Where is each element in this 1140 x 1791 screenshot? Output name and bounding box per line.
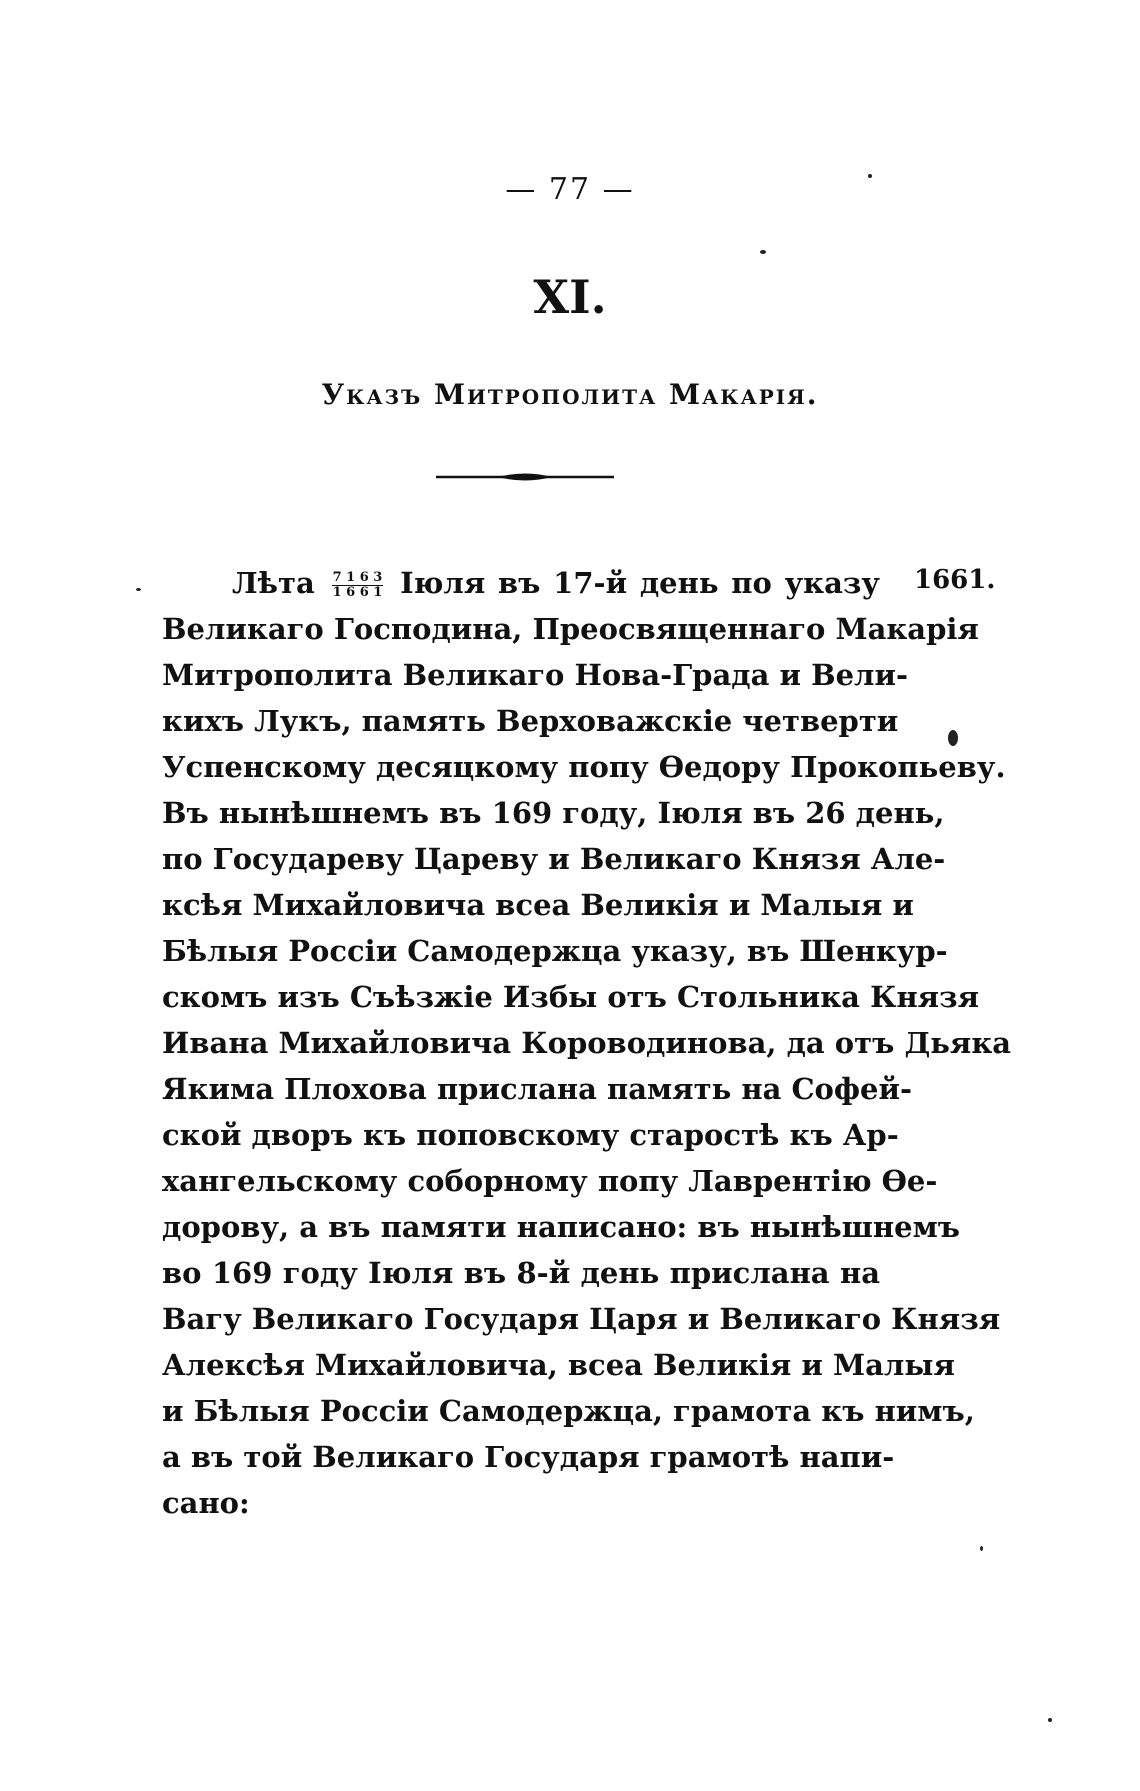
body-line: Ивана Михайловича Короводинова, да отъ Дьяка [162, 1026, 1012, 1060]
body-line: по Государеву Цареву и Великаго Князя Але- [162, 842, 946, 876]
page-number: — 77 — [505, 172, 635, 207]
body-line: Алексѣя Михайловича, всеа Великія и Малыя [162, 1348, 955, 1382]
body-line: а въ той Великаго Государя грамотѣ напи- [162, 1440, 895, 1474]
body-line-end: Іюля въ 17-й день по указу [400, 566, 880, 600]
scan-speck [868, 174, 872, 178]
body-line: Въ нынѣшнемъ въ 169 году, Іюля въ 26 день, [162, 796, 945, 830]
body-line: и Бѣлыя Россіи Самодержца, грамота къ нимъ, [162, 1394, 975, 1428]
body-line: Вагу Великаго Государя Царя и Великаго Князя [162, 1302, 1001, 1336]
body-line: дорову, а въ памяти написано: въ нынѣшнемъ [162, 1210, 961, 1244]
date-fraction [332, 571, 384, 600]
body-line [162, 560, 880, 606]
body-line: Митрополита Великаго Нова-Града и Вели- [162, 658, 909, 692]
section-numeral: XI. [533, 270, 607, 324]
scan-speck [1048, 1718, 1052, 1722]
margin-year: 1661. [914, 565, 996, 595]
body-line: ской дворъ къ поповскому старостѣ къ Ар- [162, 1118, 899, 1152]
body-line: ксѣя Михайловича всеа Великія и Малыя и [162, 888, 914, 922]
scan-speck [136, 588, 141, 591]
body-line: скомъ изъ Съѣзжіе Избы отъ Стольника Князя [162, 980, 980, 1014]
body-line: кихъ Лукъ, память Верховажскіе четверти [162, 704, 899, 738]
body-line: Успенскому десяцкому попу Ѳедору Прокопьеву. [162, 750, 1006, 784]
document-title: Указъ Митрополита Макарія. [321, 378, 819, 411]
body-line: сано: [162, 1486, 250, 1520]
body-line: хангельскому соборному попу Лаврентію Ѳе- [162, 1164, 938, 1198]
scan-speck [948, 730, 958, 746]
body-line: Якима Плохова прислана память на Софей- [162, 1072, 913, 1106]
body-line: Великаго Господина, Преосвященнаго Макарія [162, 612, 979, 646]
ornament-divider [436, 470, 614, 484]
body-text [162, 560, 1012, 1526]
scan-speck [980, 1546, 983, 1551]
date-fraction-top: 7 1 6 3 [332, 569, 383, 585]
body-line: во 169 году Іюля въ 8-й день прислана на [162, 1256, 880, 1290]
date-fraction-bottom: 1 6 6 1 [332, 584, 383, 600]
scan-speck [760, 250, 766, 254]
body-line-start: Лѣта [232, 566, 315, 600]
body-line: Бѣлыя Россіи Самодержца указу, въ Шенкур- [162, 934, 948, 968]
